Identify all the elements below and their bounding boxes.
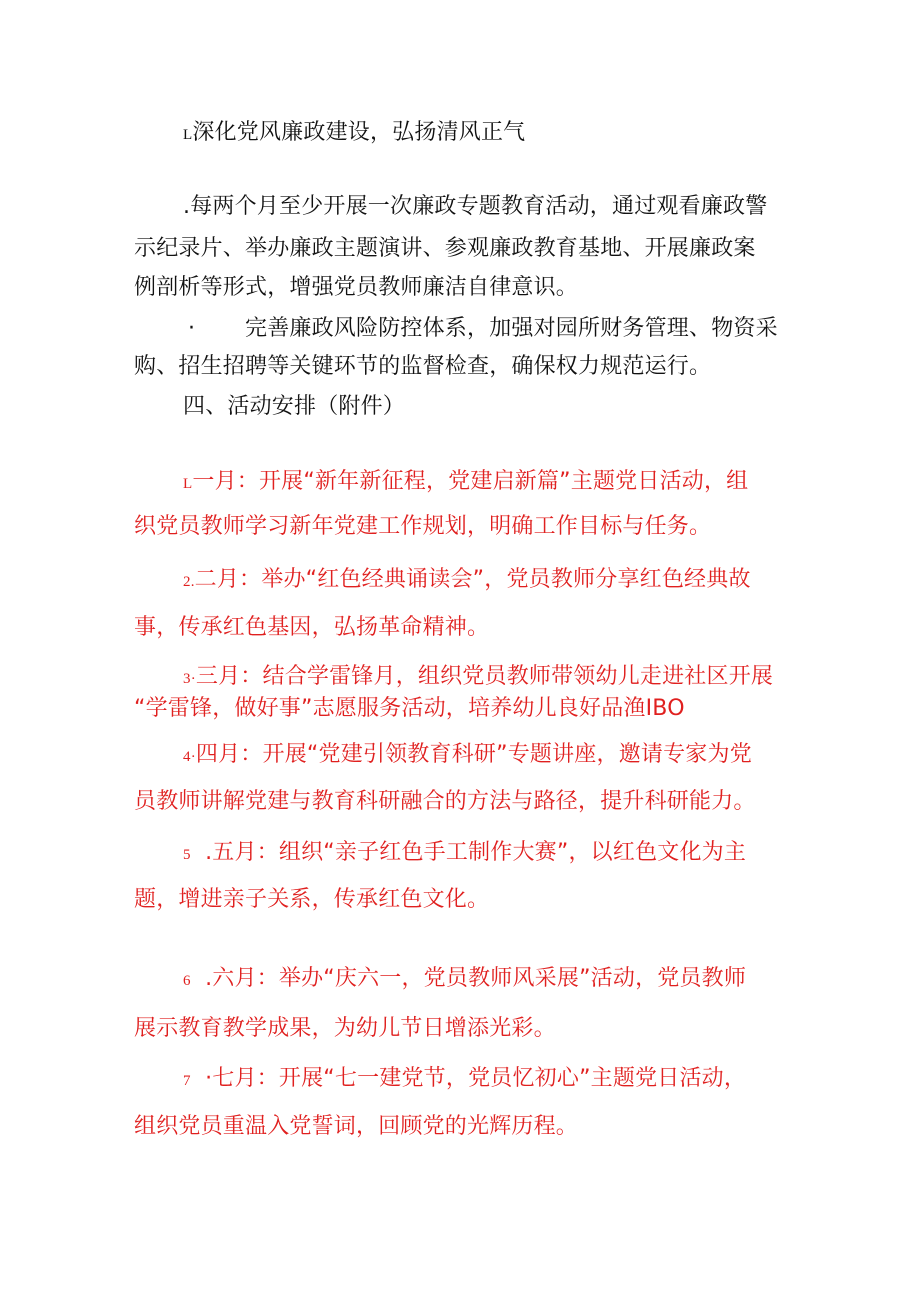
activity-line: 事，传承红色基因，弘扬革命精神。 [134, 615, 490, 640]
activity-text: 二月：举办“红色经典诵读会”，党员教师分享红色经典故 [194, 567, 751, 592]
heading-text: 深化党风廉政建设，弘扬清风正气 [192, 120, 526, 145]
activity-number: 3· [183, 671, 196, 687]
activity-item-january [183, 470, 748, 496]
activity-number: 6 [183, 973, 191, 989]
activity-number: L [183, 476, 193, 492]
heading-number: L [183, 127, 193, 143]
activity-line: 展示教育教学成果，为幼儿节日增添光彩。 [134, 1016, 556, 1041]
activity-item-february [183, 568, 751, 594]
paragraph-line: 例剖析等形式，增强党员教师廉洁自律意识。 [134, 275, 579, 300]
paragraph-line: 购、招生招聘等关键环节的监督检查，确保权力规范运行。 [134, 354, 712, 379]
paragraph-line: 示纪录片、举办廉政主题演讲、参观廉政教育基地、开展廉政案 [134, 236, 756, 261]
activity-line: 组织党员重温入党誓词，回顾党的光辉历程。 [134, 1114, 579, 1139]
section-heading-party-conduct [183, 121, 525, 147]
activity-line: 织党员教师学习新年党建工作规划，明确工作目标与任务。 [134, 514, 712, 539]
activity-text: 一月：开展“新年新征程，党建启新篇”主题党日活动，组 [192, 469, 749, 494]
activity-item-july [183, 1067, 746, 1093]
activity-line: 员教师讲解党建与教育科研融合的方法与路径，提升科研能力。 [134, 789, 756, 814]
activity-item-june [183, 967, 746, 993]
activity-text: ·七月：开展“七一建党节，党员忆初心”主题党日活动， [205, 1066, 747, 1091]
activity-text: .六月：举办“庆六一，党员教师风采展”活动，党员教师 [205, 966, 747, 991]
activity-item-april [183, 743, 752, 769]
activity-text: .五月：组织“亲子红色手工制作大赛”，以红色文化为主 [205, 840, 747, 865]
activity-number: 7 [183, 1073, 191, 1089]
activity-line: 题，增进亲子关系，传承红色文化。 [134, 887, 490, 912]
activity-number: 2. [183, 574, 195, 590]
activity-item-may [183, 841, 746, 867]
activity-item-march [183, 665, 773, 691]
activity-line: “学雷锋，做好事”志愿服务活动，培养幼儿良好品渔IBO [134, 696, 685, 721]
paragraph-line: 完善廉政风险防控体系，加强对园所财务管理、物资采 [245, 316, 778, 341]
activity-number: 5 [183, 847, 191, 863]
activity-text: 三月：结合学雷锋月，组织党员教师带领幼儿走进社区开展 [195, 664, 774, 689]
section-heading-activity-schedule: 四、活动安排（附件） [183, 394, 406, 419]
activity-text: 四月：开展“党建引领教育科研”专题讲座，邀请专家为党 [195, 742, 752, 767]
activity-number: 4· [183, 749, 196, 765]
paragraph-line: .每两个月至少开展一次廉政专题教育活动，通过观看廉政警 [183, 194, 768, 219]
bullet-dot: · [188, 316, 196, 341]
